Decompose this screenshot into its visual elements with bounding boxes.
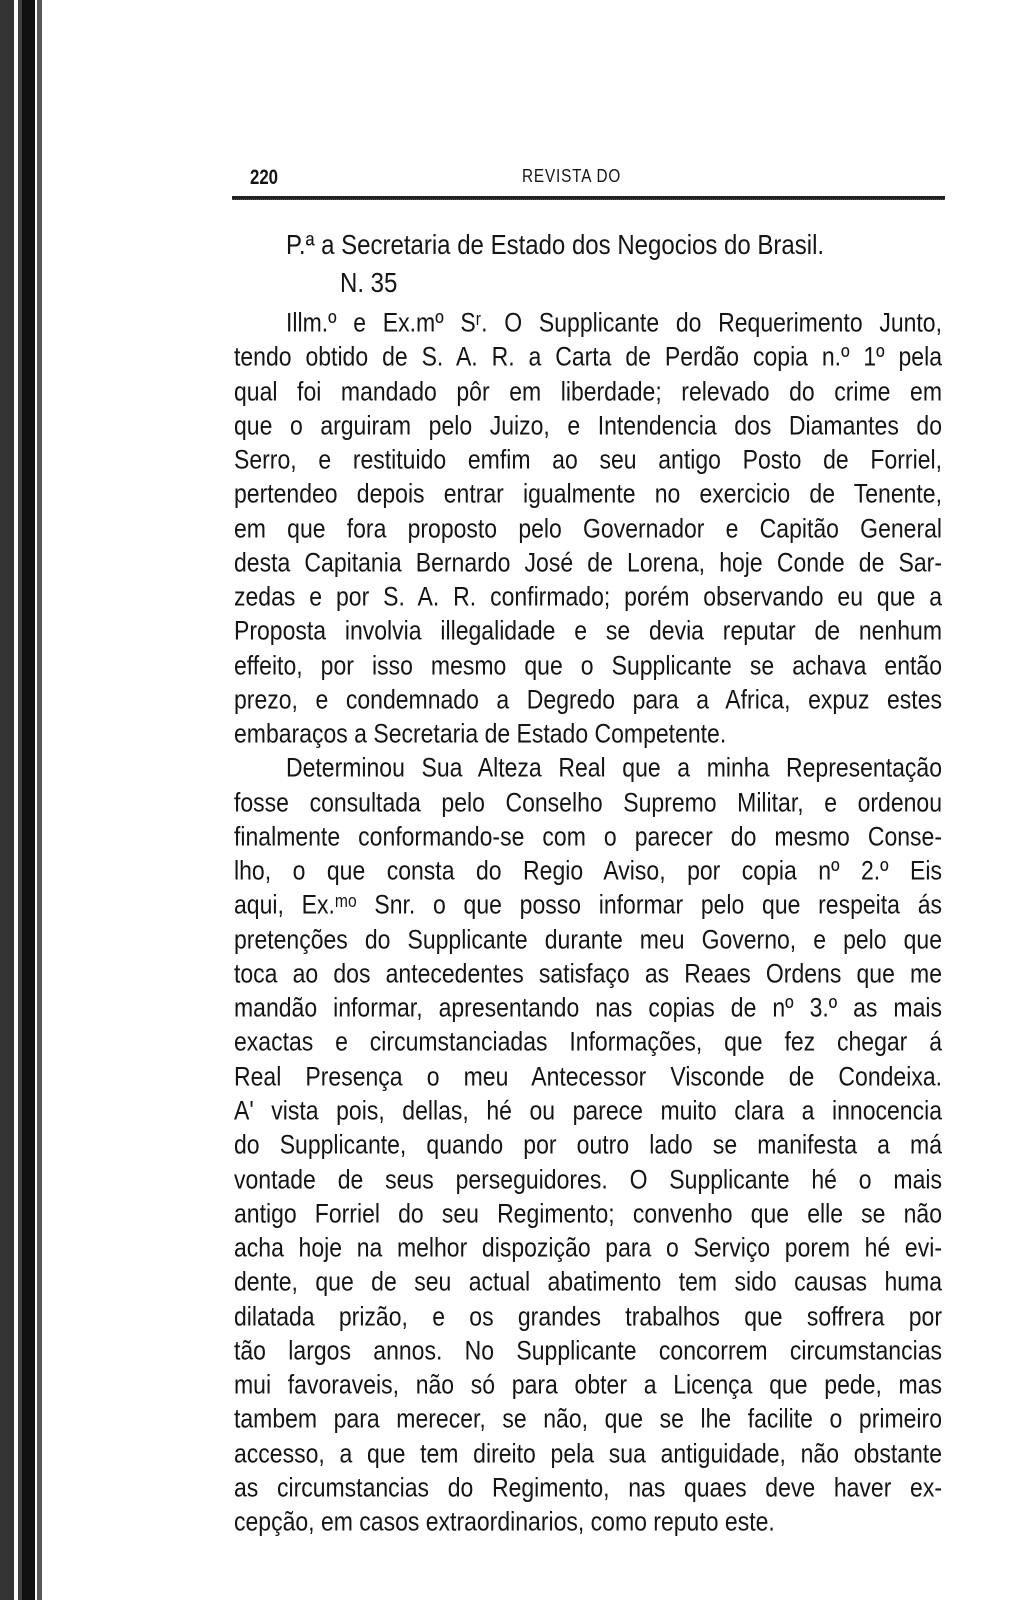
text-line: vontade de seus perseguidores. O Supplicante hé o mais — [234, 1163, 942, 1194]
text-line: Real Presença o meu Antecessor Visconde de Condeixa. — [234, 1060, 942, 1091]
text-line: que o arguiram pelo Juizo, e Intendencia dos Diamantes do — [234, 409, 942, 440]
text-line: Illm.º e Ex.mº Sʳ. O Supplicante do Requerimento Junto, — [286, 307, 942, 338]
text-line: mandão informar, apresentando nas copias de nº 3.º as mais — [234, 992, 942, 1023]
text-line: lho, o que consta do Regio Aviso, por copia nº 2.º Eis — [234, 855, 942, 886]
text-line: aqui, Ex.ᵐᵒ Snr. o que posso informar pelo que respeita ás — [234, 889, 942, 920]
text-line: dente, que de seu actual abatimento tem sido causas huma — [234, 1266, 942, 1297]
text-line: Determinou Sua Alteza Real que a minha Representação — [286, 752, 942, 783]
page-number: 220 — [250, 166, 279, 189]
text-line: zedas e por S. A. R. confirmado; porém observando eu que a — [234, 581, 942, 612]
text-line: tambem para merecer, se não, que se lhe facilite o primeiro — [234, 1403, 942, 1434]
text-line: cepção, em casos extraordinarios, como reputo este. — [234, 1506, 775, 1537]
text-line: tendo obtido de S. A. R. a Carta de Perdão copia n.º 1º pela — [234, 341, 942, 372]
text-line: fosse consultada pelo Conselho Supremo Militar, e ordenou — [234, 786, 942, 817]
text-line: A' vista pois, dellas, hé ou parece muito clara a innocencia — [234, 1095, 942, 1126]
text-line: Serro, e restituido emfim ao seu antigo Posto de Forriel, — [234, 444, 942, 475]
addressee-line: P.ª a Secretaria de Estado dos Negocios do Brasil. — [286, 230, 825, 262]
text-line: tão largos annos. No Supplicante concorrem circumstancias — [234, 1334, 942, 1365]
text-line: pertendeo depois entrar igualmente no exercicio de Tenente, — [234, 478, 942, 509]
text-line: em que fora proposto pelo Governador e Capitão General — [234, 512, 942, 543]
text-line: do Supplicante, quando por outro lado se manifesta a má — [234, 1129, 942, 1160]
text-line: Proposta involvia illegalidade e se devia reputar de nenhum — [234, 615, 942, 646]
book-binding-edge — [0, 0, 50, 1600]
text-line: embaraços a Secretaria de Estado Competente. — [234, 718, 727, 749]
text-line: dilatada prizão, e os grandes trabalhos que soffrera por — [234, 1300, 942, 1331]
text-line: antigo Forriel do seu Regimento; convenho que elle se não — [234, 1197, 942, 1228]
text-line: prezo, e condemnado a Degredo para a Africa, expuz estes — [234, 684, 942, 714]
document-number: N. 35 — [340, 268, 398, 300]
header-rule — [232, 196, 945, 200]
text-line: mui favoraveis, não só para obter a Licença que pede, mas — [234, 1369, 942, 1400]
text-line: as circumstancias do Regimento, nas quaes deve haver ex- — [234, 1471, 942, 1502]
text-line: acha hoje na melhor dispozição para o Serviço porem hé evi- — [234, 1232, 942, 1263]
running-title: REVISTA DO — [522, 166, 622, 186]
text-line: effeito, por isso mesmo que o Supplicante se achava então — [234, 649, 942, 680]
text-line: toca ao dos antecedentes satisfaço as Reaes Ordens que me — [234, 958, 942, 988]
text-line: accesso, a que tem direito pela sua antiguidade, não obstante — [234, 1437, 942, 1468]
text-line: qual foi mandado pôr em liberdade; relevado do crime em — [234, 375, 942, 406]
text-line: finalmente conformando-se com o parecer do mesmo Conse- — [234, 821, 942, 851]
text-line: pretenções do Supplicante durante meu Governo, e pelo que — [234, 923, 942, 954]
text-line: exactas e circumstanciadas Informações, que fez chegar á — [234, 1026, 942, 1057]
text-line: desta Capitania Bernardo José de Lorena, hoje Conde de Sar- — [234, 546, 942, 577]
